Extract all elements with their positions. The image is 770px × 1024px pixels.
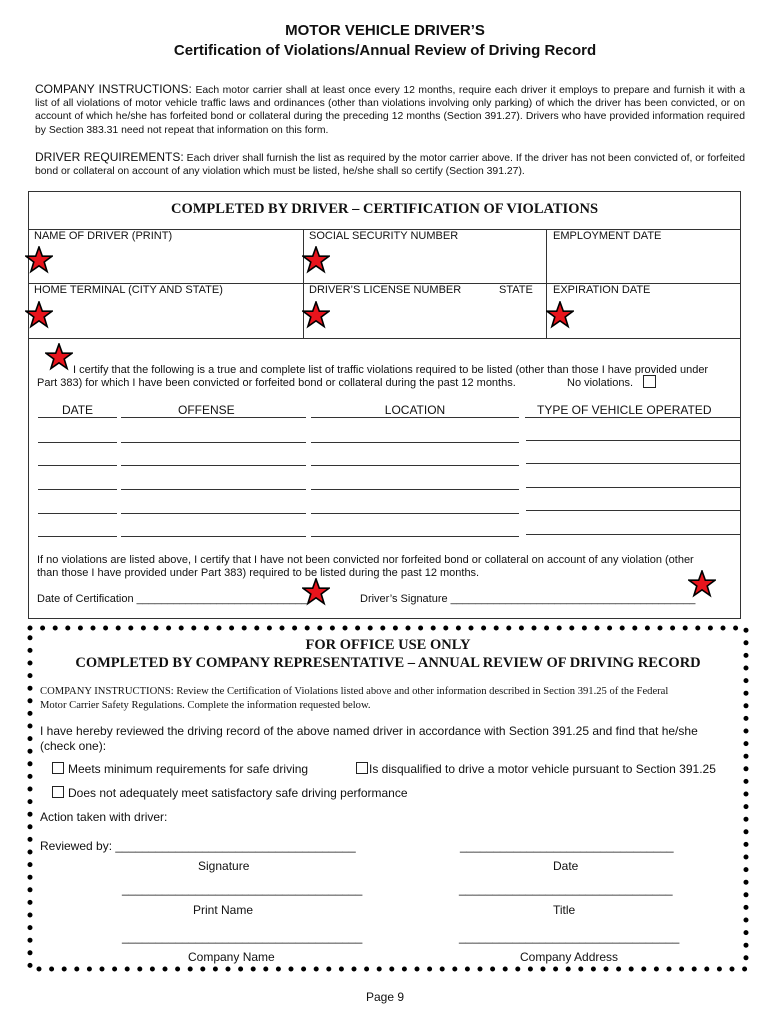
star-icon: [302, 246, 330, 274]
violation-entry-line[interactable]: [121, 536, 306, 537]
violation-entry-line[interactable]: [38, 489, 117, 490]
office-instructions-line2: Motor Carrier Safety Regulations. Complete the information requested below.: [40, 700, 371, 711]
violation-entry-line[interactable]: [526, 510, 740, 511]
driver-requirements: [35, 151, 745, 178]
violation-entry-line[interactable]: [121, 442, 306, 443]
violation-entry-line[interactable]: [121, 489, 306, 490]
company-name-line[interactable]: ____________________________________: [122, 930, 363, 944]
option-does-not-meet[interactable]: [52, 786, 408, 800]
violation-entry-line[interactable]: [38, 465, 117, 466]
column-header-date: DATE: [38, 403, 117, 418]
no-violations-label: No violations.: [567, 377, 634, 389]
state-field[interactable]: STATE: [499, 284, 533, 296]
employment-date-field[interactable]: EMPLOYMENT DATE: [553, 230, 662, 242]
column-header-vehicle-type: TYPE OF VEHICLE OPERATED: [525, 403, 740, 418]
license-number-field[interactable]: DRIVER’S LICENSE NUMBER: [309, 284, 462, 296]
review-statement-line2: (check one):: [40, 739, 107, 753]
violation-entry-line[interactable]: [38, 442, 117, 443]
violation-entry-line[interactable]: [311, 489, 519, 490]
action-taken-field[interactable]: Action taken with driver:: [40, 810, 168, 824]
form-title: MOTOR VEHICLE DRIVER’S: [285, 22, 485, 39]
violation-entry-line[interactable]: [526, 534, 740, 535]
driver-requirements-lead: DRIVER REQUIREMENTS:: [35, 150, 184, 164]
violation-entry-line[interactable]: [311, 513, 519, 514]
office-instructions-line1: COMPANY INSTRUCTIONS: Review the Certification of Violations listed above and other information described in Section 391.25 of the Federal: [40, 686, 669, 697]
checkbox-icon[interactable]: [52, 786, 64, 798]
star-icon: [25, 301, 53, 329]
driver-requirements-text: Each driver shall furnish the list as required by the motor carrier above. If the driver has not been convicted of, or forfeited bond or collateral on account of any violation which must be listed, he/she shall so certify (Section 391.27).: [35, 153, 745, 178]
no-violations-checkbox[interactable]: [643, 375, 656, 388]
checkbox-icon[interactable]: [52, 762, 64, 774]
print-name-line[interactable]: ____________________________________: [122, 882, 363, 896]
date-of-certification-field[interactable]: Date of Certification ____________________________: [37, 593, 308, 605]
violation-entry-line[interactable]: [526, 487, 740, 488]
driver-section-heading: COMPLETED BY DRIVER – CERTIFICATION OF VIOLATIONS: [170, 201, 599, 217]
expiration-date-field[interactable]: EXPIRATION DATE: [553, 284, 651, 296]
driver-signature-field[interactable]: Driver’s Signature ________________________________________: [360, 593, 696, 605]
page-number: Page 9: [365, 990, 405, 1004]
reviewed-by-field[interactable]: Reviewed by: ____________________________________: [40, 839, 356, 853]
home-terminal-field[interactable]: HOME TERMINAL (CITY AND STATE): [34, 284, 223, 296]
violation-entry-line[interactable]: [38, 536, 117, 537]
review-statement-line1: I have hereby reviewed the driving record of the above named driver in accordance with Section 391.25 and find that he/she: [40, 724, 698, 738]
form-subtitle: Certification of Violations/Annual Review of Driving Record: [173, 42, 597, 59]
column-header-location: LOCATION: [311, 403, 519, 418]
company-address-line[interactable]: _________________________________: [459, 930, 680, 944]
star-icon: [546, 301, 574, 329]
violation-entry-line[interactable]: [311, 442, 519, 443]
no-violation-cert-line2: than those I have provided under Part 383) required to be listed during the past 12 months.: [37, 567, 480, 579]
company-address-label: Company Address: [520, 950, 619, 964]
star-icon: [302, 301, 330, 329]
violation-entry-line[interactable]: [38, 513, 117, 514]
violation-entry-line[interactable]: [121, 513, 306, 514]
print-name-label: Print Name: [193, 903, 254, 917]
signature-label: Signature: [198, 859, 250, 873]
checkbox-icon[interactable]: [356, 762, 368, 774]
company-name-label: Company Name: [188, 950, 275, 964]
violation-entry-line[interactable]: [526, 463, 740, 464]
office-heading-1: FOR OFFICE USE ONLY: [305, 637, 471, 653]
no-violation-cert-line1: If no violations are listed above, I certify that I have not been convicted nor forfeited bond or collateral on account of any violation (other: [37, 554, 694, 566]
star-icon: [25, 246, 53, 274]
violation-entry-line[interactable]: [121, 465, 306, 466]
violation-entry-line[interactable]: [526, 440, 740, 441]
company-instructions: [35, 83, 745, 137]
option-disqualified[interactable]: [356, 762, 716, 776]
title-label: Title: [553, 903, 576, 917]
option-disqualified-label: Is disqualified to drive a motor vehicle pursuant to Section 391.25: [369, 762, 716, 776]
option-does-not-meet-label: Does not adequately meet satisfactory safe driving performance: [68, 786, 408, 800]
certify-text-line1: I certify that the following is a true and complete list of traffic violations required to be listed (other than those I have provided under: [73, 364, 709, 376]
title-line[interactable]: ________________________________: [459, 882, 673, 896]
certify-text-line2: Part 383) for which I have been convicted or forfeited bond or collateral during the past 12 months.: [37, 377, 516, 389]
violation-entry-line[interactable]: [311, 465, 519, 466]
violation-entry-line[interactable]: [311, 536, 519, 537]
date-line[interactable]: ________________________________: [460, 839, 674, 853]
option-meets-requirements[interactable]: [52, 762, 308, 776]
ssn-field[interactable]: SOCIAL SECURITY NUMBER: [309, 230, 459, 242]
name-of-driver-field[interactable]: NAME OF DRIVER (PRINT): [34, 230, 173, 242]
column-header-offense: OFFENSE: [121, 403, 306, 418]
office-heading-2: COMPLETED BY COMPANY REPRESENTATIVE – ANNUAL REVIEW OF DRIVING RECORD: [75, 655, 701, 671]
date-label: Date: [553, 859, 579, 873]
company-instructions-lead: COMPANY INSTRUCTIONS:: [35, 82, 192, 96]
option-meets-requirements-label: Meets minimum requirements for safe driving: [68, 762, 309, 776]
company-instructions-text: Each motor carrier shall at least once every 12 months, require each driver it employs to prepare and furnish it with a list of all violations of motor vehicle traffic laws and ordinances (other than violations involving only parking) of which the driver has been convicted, or on account of which he/she has forfeited bond or collateral during the preceding 12 months (Section 391.27). Drivers who have provided information required by Section 383.31 need not repeat that information on this form.: [35, 85, 746, 136]
star-icon: [45, 343, 73, 371]
